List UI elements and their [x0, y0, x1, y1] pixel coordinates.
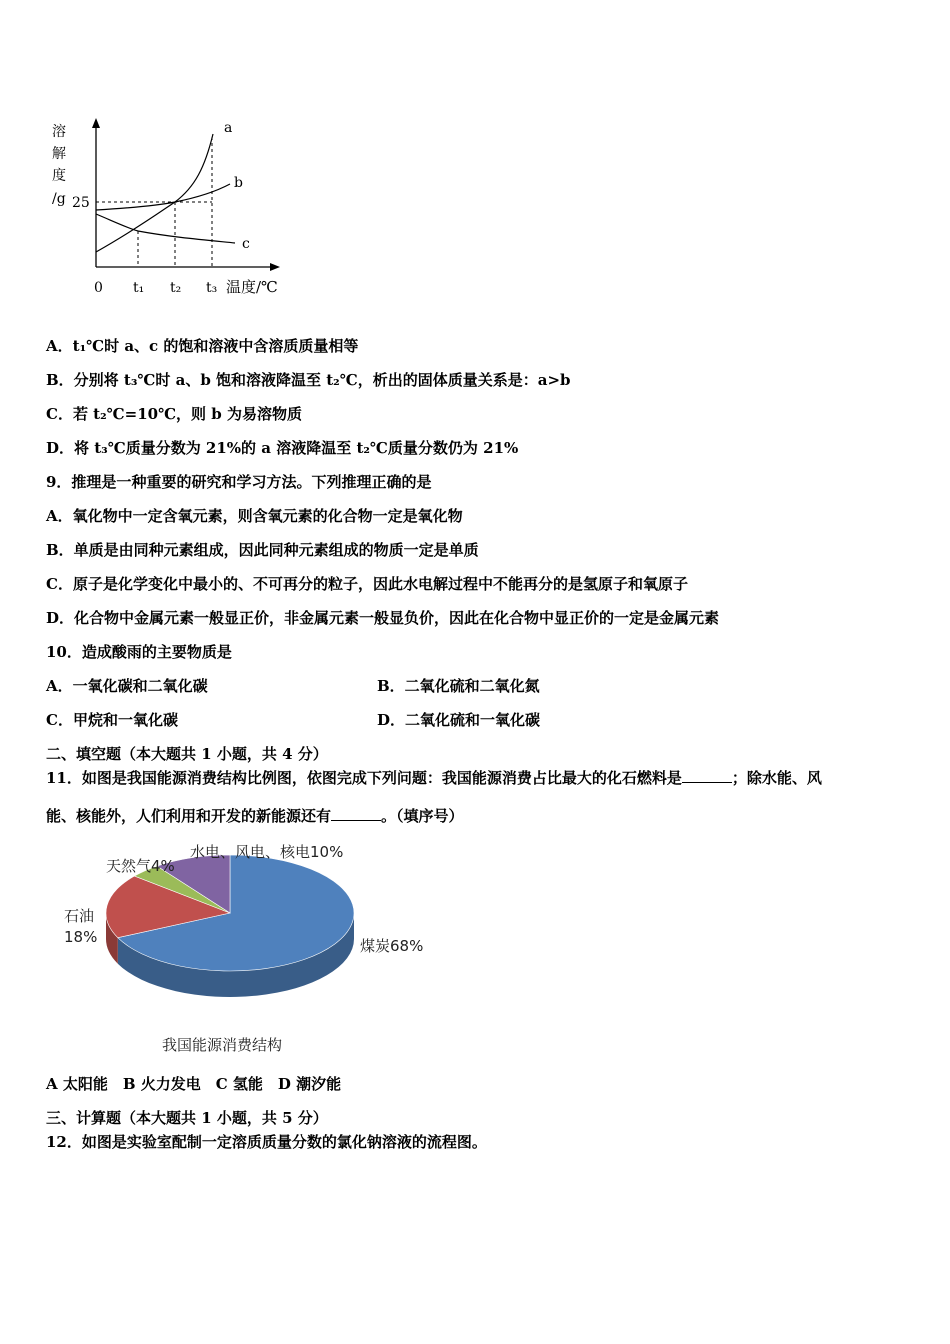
curve-label-a: a: [224, 120, 233, 136]
q10-option-b: B．二氧化硫和二氧化氮: [377, 677, 540, 695]
x-tick-t2: t₂: [170, 280, 182, 296]
q8-option-a: A．t₁℃时 a、c 的饱和溶液中含溶质质量相等: [46, 337, 359, 355]
section-3-heading: 三、计算题（本大题共 1 小题，共 5 分）: [46, 1109, 328, 1127]
q12-stem: 12．如图是实验室配制一定溶质质量分数的氯化钠溶液的流程图。: [46, 1133, 487, 1151]
q11-line1: [46, 768, 822, 788]
x-label: 温度/℃: [226, 278, 278, 296]
curve-label-c: c: [242, 236, 250, 252]
x-axis-arrow: [270, 263, 280, 271]
y-label-2: 解: [52, 146, 66, 162]
pie-label-oil-name: 石油: [64, 907, 95, 925]
q11-blank-1: [682, 768, 732, 783]
x-origin: 0: [94, 280, 103, 296]
q8-option-b: B．分别将 t₃℃时 a、b 饱和溶液降温至 t₂℃，析出的固体质量关系是：a>b: [46, 371, 571, 389]
pie-label-coal: 煤炭68%: [360, 937, 424, 955]
q10-stem: 10．造成酸雨的主要物质是: [46, 643, 232, 661]
pie-label-gas: 天然气4%: [106, 857, 175, 875]
curve-label-b: b: [234, 175, 243, 191]
pie-title: 我国能源消费结构: [162, 1036, 283, 1054]
q8-option-d: D．将 t₃℃质量分数为 21%的 a 溶液降温至 t₂℃质量分数仍为 21%: [46, 439, 519, 457]
q11-line2-text-a: 能、核能外，人们利用和开发的新能源还有: [46, 807, 332, 825]
q11-line2-text-b: 。（填序号）: [381, 807, 464, 825]
q10-option-a: A．一氧化碳和二氧化碳: [46, 677, 208, 695]
y-label-4: /g: [52, 191, 66, 207]
q10-option-d: D．二氧化硫和一氧化碳: [377, 711, 541, 729]
pie-label-oil-value: 18%: [64, 928, 98, 946]
curve-b: [96, 184, 230, 210]
x-tick-t3: t₃: [206, 280, 218, 296]
q11-line1-text-a: 11．如图是我国能源消费结构比例图，依图完成下列问题：我国能源消费占比最大的化石燃料是: [46, 769, 682, 787]
q9-option-c: C．原子是化学变化中最小的、不可再分的粒子，因此水电解过程中不能再分的是氢原子和氧原子: [46, 575, 688, 593]
y-label-3: 度: [52, 168, 66, 184]
pie-label-hydro: 水电、风电、核电10%: [190, 843, 344, 861]
q11-line2: [46, 806, 464, 826]
q11-choices: A 太阳能 B 火力发电 C 氢能 D 潮汐能: [46, 1075, 342, 1093]
section-2-heading: 二、填空题（本大题共 1 小题，共 4 分）: [46, 745, 328, 763]
q9-option-d: D．化合物中金属元素一般显正价，非金属元素一般显负价，因此在化合物中显正价的一定是金属元素: [46, 609, 720, 627]
q11-line1-text-b: ；除水能、风: [731, 769, 822, 787]
y-label-1: 溶: [52, 124, 66, 140]
q11-blank-2: [331, 806, 381, 821]
solubility-chart: [40, 112, 300, 302]
y-tick-25: 25: [72, 195, 90, 211]
x-tick-t1: t₁: [133, 280, 145, 296]
energy-pie-chart: [50, 835, 450, 1060]
curve-c: [96, 214, 235, 243]
q9-option-a: A．氧化物中一定含氧元素，则含氧元素的化合物一定是氧化物: [46, 507, 463, 525]
y-axis-arrow: [92, 118, 100, 128]
q8-option-c: C．若 t₂℃=10℃，则 b 为易溶物质: [46, 405, 302, 423]
q10-option-c: C．甲烷和一氧化碳: [46, 711, 178, 729]
q9-stem: 9．推理是一种重要的研究和学习方法。下列推理正确的是: [46, 473, 432, 491]
q9-option-b: B．单质是由同种元素组成，因此同种元素组成的物质一定是单质: [46, 541, 479, 559]
